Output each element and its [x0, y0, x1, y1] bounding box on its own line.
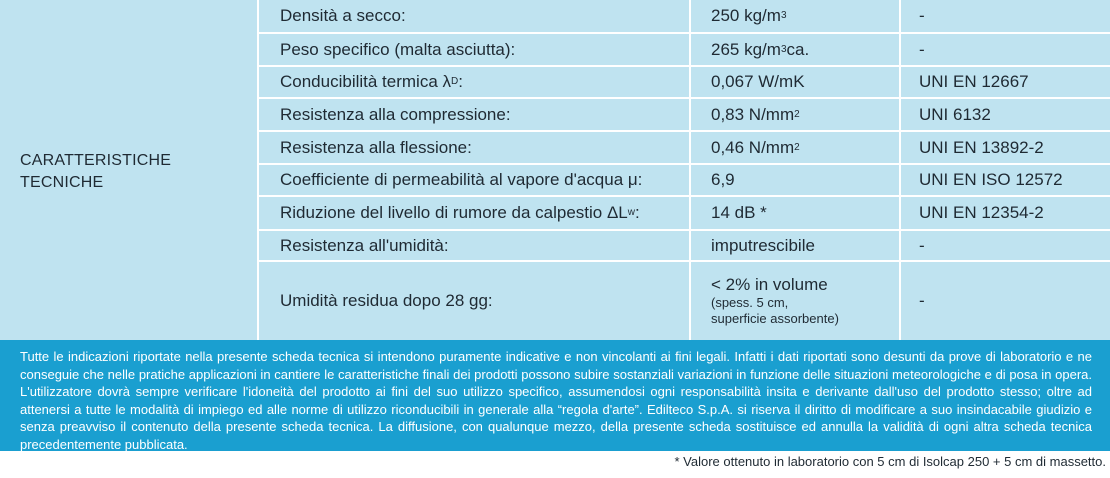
- table-row: [259, 34, 1110, 67]
- table-row: [259, 165, 1110, 197]
- property-label: Conducibilità termica λ D :: [280, 72, 463, 91]
- footnote: * Valore ottenuto in laboratorio con 5 cm di Isolcap 250 + 5 cm di massetto.: [674, 454, 1106, 469]
- property-label: Umidità residua dopo 28 gg:: [280, 291, 493, 310]
- property-norm: UNI EN 12667: [899, 67, 1110, 97]
- table-row: [259, 0, 1110, 34]
- property-label: Resistenza alla flessione:: [280, 137, 472, 157]
- property-label: Resistenza all'umidità:: [280, 235, 449, 255]
- property-norm: -: [899, 262, 1110, 340]
- property-value: 250 kg/m 3: [689, 0, 899, 32]
- property-value: imputrescibile: [689, 231, 899, 260]
- table-row: [259, 231, 1110, 262]
- property-label: Resistenza alla compressione:: [280, 104, 511, 124]
- property-label: Peso specifico (malta asciutta):: [280, 39, 516, 59]
- legal-disclaimer: Tutte le indicazioni riportate nella presente scheda tecnica si intendono puramente indicative e non vincolanti ai fini legali. Infatti i dati riportati sono desunti da prove di laboratorio e ne conseguie che nelle pratiche applicazioni in cantiere le caratteristiche finali dei prodotti possono subire sostanziali variazioni in funzione delle situazioni meteorologiche e di posa in opera. L'utilizzatore dovrà sempre verificare l'idoneità del prodotto ai fini del suo utilizzo specifico, assumendosi ogni responsabilità insita e derivante dall'uso del prodotto stesso; oltre ad attenersi a tutte le modalità di impiego ed alle norme di utilizzo riconducibili in generale alla “regola d'arte”. Edilteco S.p.A. si riserva il diritto di modificare a suo insindacabile giudizio e senza preavviso il contenuto della presente scheda tecnica. La diffusione, con qualunque mezzo, della presente scheda sostituisce ed annulla la validità di ogni altra scheda tecnica precedentemente pubblicata.: [0, 340, 1110, 451]
- property-norm: -: [899, 231, 1110, 260]
- property-value: 265 kg/m 3 ca.: [689, 34, 899, 65]
- table-row: [259, 262, 1110, 340]
- property-value: < 2% in volume (spess. 5 cm, superficie assorbente): [689, 262, 899, 340]
- property-value: 0,067 W/mK: [689, 67, 899, 97]
- property-value: 0,46 N/mm 2: [689, 132, 899, 163]
- property-norm: UNI EN 12354-2: [899, 197, 1110, 229]
- section-title: CARATTERISTICHE TECNICHE: [20, 152, 172, 191]
- property-label: Coefficiente di permeabilità al vapore d'acqua μ:: [280, 170, 643, 189]
- property-label: Densità a secco:: [280, 6, 406, 25]
- property-label: Riduzione del livello di rumore da calpestio ΔL w :: [280, 203, 640, 222]
- table-row: [259, 99, 1110, 132]
- property-norm: UNI EN ISO 12572: [899, 165, 1110, 195]
- property-norm: UNI 6132: [899, 99, 1110, 130]
- table-row: [259, 197, 1110, 231]
- table-row: [259, 67, 1110, 99]
- section-label-cell: [0, 0, 259, 340]
- property-value: 14 dB *: [689, 197, 899, 229]
- property-value: 0,83 N/mm 2: [689, 99, 899, 130]
- property-value: 6,9: [689, 165, 899, 195]
- property-norm: -: [899, 0, 1110, 32]
- property-norm: UNI EN 13892-2: [899, 132, 1110, 163]
- table-row: [259, 132, 1110, 165]
- property-norm: -: [899, 34, 1110, 65]
